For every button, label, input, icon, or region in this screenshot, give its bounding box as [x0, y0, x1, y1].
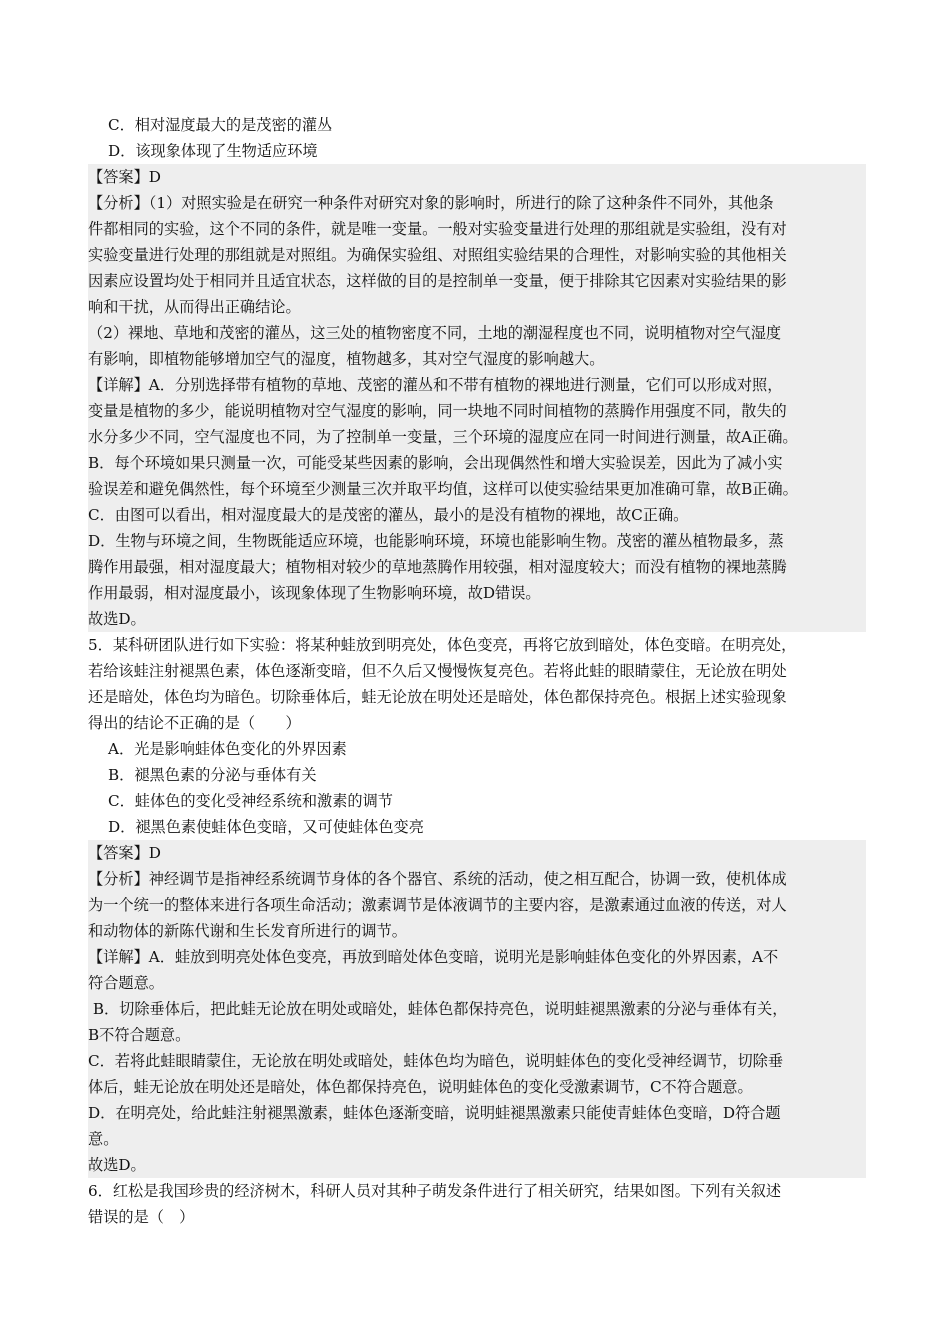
q5-conclusion: 故选D。 [88, 1156, 146, 1174]
q5-detail-line: C．若将此蛙眼睛蒙住，无论放在明处或暗处，蛙体色均为暗色，说明蛙体色的变化受神经调节，切除垂 [88, 1052, 784, 1070]
q5-stem-line: 得出的结论不正确的是（ ） [88, 714, 301, 732]
q5-detail-line: D．在明亮处，给此蛙注射褪黑激素，蛙体色逐渐变暗，说明蛙褪黑激素只能使青蛙体色变暗，D符合题 [88, 1104, 781, 1122]
q5-stem-line: 还是暗处，体色均为暗色。切除垂体后，蛙无论放在明处还是暗处，体色都保持亮色。根据上述实验现象 [88, 688, 787, 706]
q4-analysis-line: 有影响，即植物能够增加空气的湿度，植物越多，其对空气湿度的影响越大。 [88, 350, 605, 368]
q4-analysis-line: 件都相同的实验，这个不同的条件，就是唯一变量。一般对实验变量进行处理的那组就是实验组，没有对 [88, 220, 787, 238]
q4-option-d: D．该现象体现了生物适应环境 [108, 142, 318, 160]
q5-analysis-line: 和动物体的新陈代谢和生长发育所进行的调节。 [88, 922, 407, 940]
q4-analysis-line: 因素应设置均处于相同并且适宜状态，这样做的目的是控制单一变量，便于排除其它因素对实验结果的影 [88, 272, 787, 290]
q4-solution-block [88, 164, 866, 632]
q5-detail-line: 符合题意。 [88, 974, 164, 992]
document-page [88, 112, 866, 1230]
q4-detail-line: 水分多少不同，空气湿度也不同，为了控制单一变量，三个环境的湿度应在同一时间进行测量，故A正确。 [88, 428, 798, 446]
q4-detail-line: D．生物与环境之间，生物既能适应环境，也能影响环境，环境也能影响生物。茂密的灌丛植物最多，蒸 [88, 532, 784, 550]
q4-detail-line: 腾作用最强，相对湿度最大；植物相对较少的草地蒸腾作用较强，相对湿度较大；而没有植物的裸地蒸腾 [88, 558, 787, 576]
q5-detail-line: 体后，蛙无论放在明处还是暗处，体色都保持亮色，说明蛙体色的变化受激素调节，C不符合题意。 [88, 1078, 753, 1096]
q5-detail-line: B不符合题意。 [88, 1026, 191, 1044]
q5-detail-line: 【详解】A．蛙放到明亮处体色变亮，再放到暗处体色变暗，说明光是影响蛙体色变化的外界因素，A不 [88, 948, 779, 966]
q5-analysis-line: 为一个统一的整体来进行各项生命活动；激素调节是体液调节的主要内容，是激素通过血液的传送，对人 [88, 896, 787, 914]
q6-stem-line: 6．红松是我国珍贵的经济树木，科研人员对其种子萌发条件进行了相关研究，结果如图。下列有关叙述 [88, 1182, 782, 1200]
q6-stem-line: 错误的是（ ） [88, 1208, 195, 1226]
q4-analysis-line: 实验变量进行处理的那组就是对照组。为确保实验组、对照组实验结果的合理性，对影响实验的其他相关 [88, 246, 787, 264]
q5-option-a: A．光是影响蛙体色变化的外界因素 [108, 740, 347, 758]
q5-stem-line: 5．某科研团队进行如下实验：将某种蛙放到明亮处，体色变亮，再将它放到暗处，体色变暗。在明亮处， [88, 636, 797, 654]
q4-detail-line: 作用最弱，相对湿度最小，该现象体现了生物影响环境，故D错误。 [88, 584, 541, 602]
q5-option-d: D．褪黑色素使蛙体色变暗，又可使蛙体色变亮 [108, 818, 424, 836]
q4-detail-line: 【详解】A．分别选择带有植物的草地、茂密的灌丛和不带有植物的裸地进行测量，它们可以形成对照， [88, 376, 783, 394]
q5-solution-block [88, 840, 866, 1178]
q4-answer: 【答案】D [88, 168, 161, 186]
q4-detail-line: B．每个环境如果只测量一次，可能受某些因素的影响，会出现偶然性和增大实验误差，因此为了减小实 [88, 454, 783, 472]
q5-answer: 【答案】D [88, 844, 161, 862]
q4-analysis-line: 【分析】（1）对照实验是在研究一种条件对研究对象的影响时，所进行的除了这种条件不同外，其他条 [88, 194, 774, 212]
q5-detail-line: 意。 [88, 1130, 119, 1148]
q4-conclusion: 故选D。 [88, 610, 146, 628]
q4-analysis-line: 响和干扰，从而得出正确结论。 [88, 298, 301, 316]
q4-option-c: C．相对湿度最大的是茂密的灌丛 [108, 116, 333, 134]
q5-stem-line: 若给该蛙注射褪黑色素，体色逐渐变暗，但不久后又慢慢恢复亮色。若将此蛙的眼睛蒙住，无论放在明处 [88, 662, 787, 680]
q5-detail-line: B．切除垂体后，把此蛙无论放在明处或暗处，蛙体色都保持亮色，说明蛙褪黑激素的分泌与垂体有关， [88, 1000, 788, 1018]
q4-detail-line: C．由图可以看出，相对湿度最大的是茂密的灌丛，最小的是没有植物的裸地，故C正确。 [88, 506, 689, 524]
q5-analysis-line: 【分析】神经调节是指神经系统调节身体的各个器官、系统的活动，使之相互配合，协调一致，使机体成 [88, 870, 787, 888]
q4-analysis-line: （2）裸地、草地和茂密的灌丛，这三处的植物密度不同，土地的潮湿程度也不同，说明植物对空气湿度 [88, 324, 782, 342]
q5-option-c: C．蛙体色的变化受神经系统和激素的调节 [108, 792, 393, 810]
q5-option-b: B．褪黑色素的分泌与垂体有关 [108, 766, 317, 784]
q4-detail-line: 变量是植物的多少，能说明植物对空气湿度的影响，同一块地不同时间植物的蒸腾作用强度不同，散失的 [88, 402, 787, 420]
q4-detail-line: 验误差和避免偶然性，每个环境至少测量三次并取平均值，这样可以使实验结果更加准确可靠，故B正确。 [88, 480, 798, 498]
